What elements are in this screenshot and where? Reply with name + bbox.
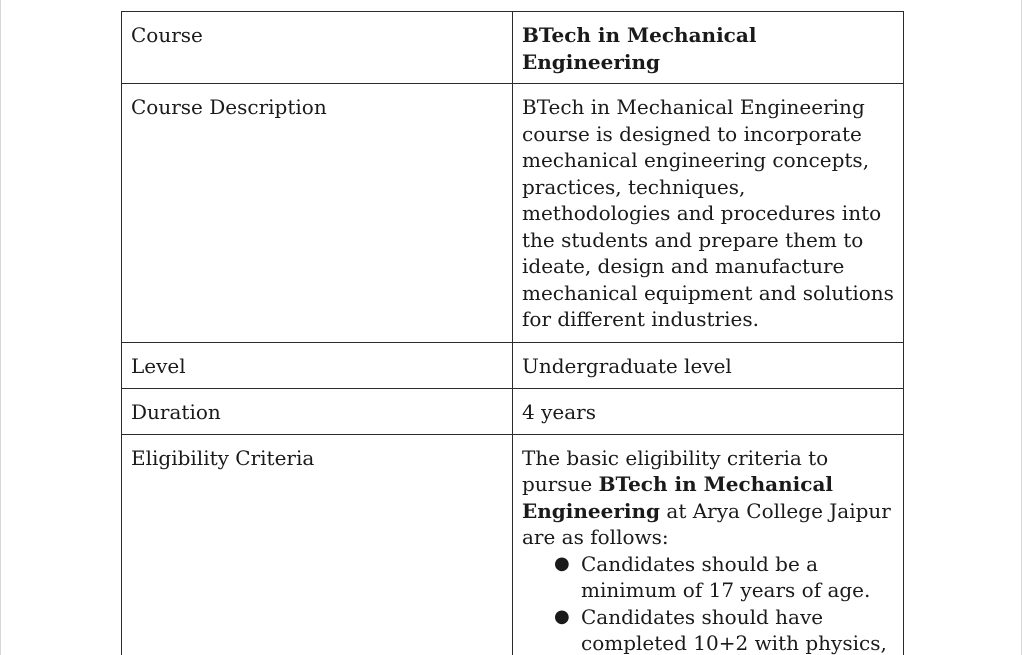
course-label: Course	[122, 12, 513, 84]
eligibility-course-name: BTech in Mechanical Engineering	[522, 472, 834, 523]
level-label: Level	[122, 343, 513, 389]
eligibility-intro	[522, 445, 894, 551]
eligibility-label: Eligibility Criteria	[122, 434, 513, 655]
eligibility-list	[522, 551, 894, 655]
level-value: Undergraduate level	[513, 343, 904, 389]
course-description-value: BTech in Mechanical Engineering course is designed to incorporate mechanical engineering concepts, practices, techniques, methodologies and procedures into the students and prepare them to ideate, design and manufacture mechanical equipment and solutions for different industries.	[513, 84, 904, 343]
table-row	[122, 343, 904, 389]
list-item	[554, 604, 894, 655]
list-item-text: Candidates should have completed 10+2 with physics,	[581, 604, 887, 655]
list-item	[554, 551, 894, 604]
course-description-label: Course Description	[122, 84, 513, 343]
eligibility-intro-end: at Arya College Jaipur are as follows:	[522, 498, 891, 549]
bullet-icon: ●	[554, 605, 570, 627]
table-row	[122, 388, 904, 434]
bullet-icon: ●	[554, 552, 570, 574]
eligibility-intro-start: The basic eligibility criteria to pursue	[522, 445, 829, 496]
list-item-text: Candidates should be a minimum of 17 years of age.	[581, 551, 871, 602]
table-row	[122, 84, 904, 343]
duration-label: Duration	[122, 388, 513, 434]
eligibility-value	[513, 434, 904, 655]
table-row	[122, 434, 904, 655]
course-details-table	[121, 11, 904, 655]
table-row	[122, 12, 904, 84]
course-value: BTech in Mechanical Engineering	[513, 12, 904, 84]
duration-value: 4 years	[513, 388, 904, 434]
